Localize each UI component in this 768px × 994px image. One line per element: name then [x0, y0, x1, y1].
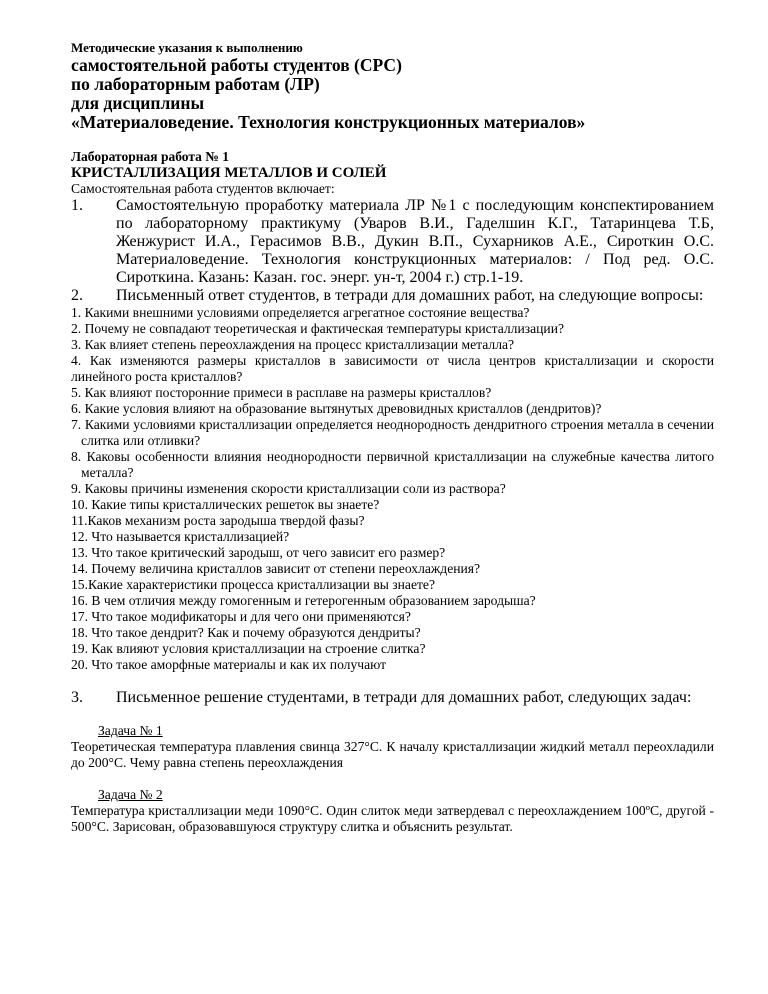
header-line-3: по лабораторным работам (ЛР) [71, 74, 320, 94]
question-item: 4. Как изменяются размеры кристаллов в зависимости от числа центров кристаллизации и скорости линейного роста кристаллов? [71, 353, 714, 384]
header-line-5: «Материаловедение. Технология конструкционных материалов» [71, 112, 586, 132]
question-item: 3. Как влияет степень переохлаждения на процесс кристаллизации металла? [71, 337, 515, 352]
question-item: 5. Как влияют посторонние примеси в расплаве на размеры кристаллов? [71, 385, 492, 400]
lab-intro: Самостоятельная работа студентов включает: [71, 181, 335, 196]
document-page [71, 40, 714, 835]
question-item: 17. Что такое модификаторы и для чего они применяются? [71, 609, 411, 624]
question-item: 2. Почему не совпадают теоретическая и фактическая температуры кристаллизации? [71, 321, 564, 336]
header-line-2: самостоятельной работы студентов (СРС) [71, 55, 402, 75]
item-2-number: 2. [71, 287, 83, 304]
question-item: 15.Какие характеристики процесса кристаллизации вы знаете? [71, 577, 435, 592]
lab-number: Лабораторная работа № 1 [71, 149, 229, 164]
task-1-title: Задача № 1 [98, 723, 163, 738]
question-item: 9. Каковы причины изменения скорости кристаллизации соли из раствора? [71, 481, 506, 496]
question-item: 14. Почему величина кристаллов зависит от степени переохлаждения? [71, 561, 481, 576]
question-item: 6. Какие условия влияют на образование вытянутых древовидных кристаллов (дендритов)? [71, 401, 602, 416]
question-item: 19. Как влияют условия кристаллизации на строение слитка? [71, 641, 426, 656]
item-1-number: 1. [71, 197, 83, 214]
question-item: 10. Какие типы кристаллических решеток вы знаете? [71, 497, 380, 512]
question-item: 13. Что такое критический зародыш, от чего зависит его размер? [71, 545, 446, 560]
question-item: 11.Каков механизм роста зародыша твердой фазы? [71, 513, 365, 528]
questions-list [71, 305, 714, 673]
question-item: 18. Что такое дендрит? Как и почему образуются дендриты? [71, 625, 421, 640]
lab-title: КРИСТАЛЛИЗАЦИЯ МЕТАЛЛОВ И СОЛЕЙ [71, 165, 387, 181]
task-1-text: Теоретическая температура плавления свинца 327°С. К началу кристаллизации жидкий металл переохладили до 200°С. Чему равна степень переохлаждения [71, 739, 714, 770]
question-item: 8. Каковы особенности влияния неоднородности первичной кристаллизации на служебные качества литого металла? [71, 449, 714, 480]
question-item: 20. Что такое аморфные материалы и как их получают [71, 657, 387, 672]
item-1-text: Самостоятельную проработку материала ЛР №1 с последующим конспектированием по лабораторному практикуму (Уваров В.И., Гаделшин К.Г., Татаринцева Т.Б, Женжурист И.А., Герасимов В.В., Дукин В.П., Сухарников А.Е., Сироткин О.С. Материаловедение. Технология конструкционных материалов: / Под ред. О.С. Сироткина. Казань: Казан. гос. энерг. ун-т, 2004 г.) стр.1-19. [116, 197, 714, 286]
item-1 [71, 197, 714, 287]
question-item: 7. Какими условиями кристаллизации определяется неоднородность дендритного строения металла в сечении слитка или отливки? [71, 417, 714, 448]
item-3-text: Письменное решение студентами, в тетради для домашних работ, следующих задач: [116, 689, 692, 706]
item-3-number: 3. [71, 689, 83, 706]
question-item: 16. В чем отличия между гомогенным и гетерогенным образованием зародыша? [71, 593, 536, 608]
task-2-text: Температура кристаллизации меди 1090°С. Один слиток меди затвердевал с переохлаждением 100ºС, другой - 500°С. Зарисован, образовавшуюся структуру слитка и объяснить результат. [71, 803, 714, 834]
question-item: 1. Какими внешними условиями определяется агрегатное состояние вещества? [71, 305, 530, 320]
item-2 [71, 287, 714, 305]
header-line-1: Методические указания к выполнению [71, 40, 303, 55]
question-item: 12. Что называется кристаллизацией? [71, 529, 290, 544]
item-2-text: Письменный ответ студентов, в тетради для домашних работ, на следующие вопросы: [116, 287, 704, 304]
item-3 [71, 689, 714, 707]
task-2-title: Задача № 2 [98, 787, 163, 802]
header-line-4: для дисциплины [71, 93, 205, 113]
